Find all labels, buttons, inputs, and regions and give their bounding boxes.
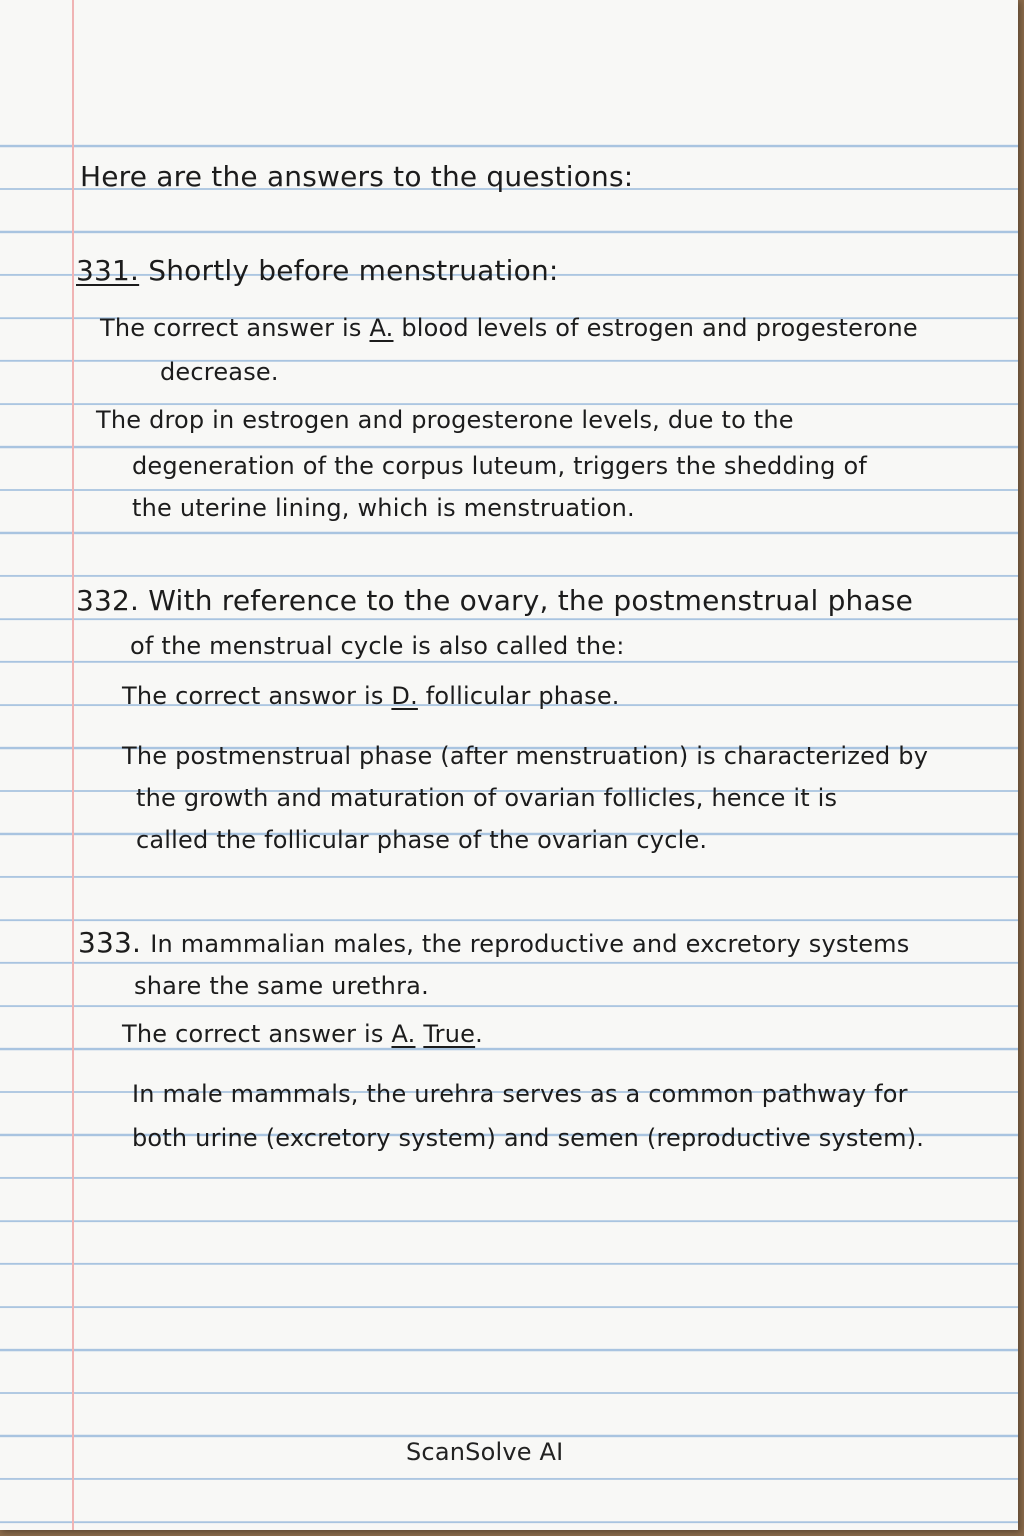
question-number: 331. <box>76 254 140 287</box>
answer-text: follicular phase. <box>425 682 620 710</box>
explanation-331-line-2: degeneration of the corpus luteum, triggers the shedding of <box>132 452 867 480</box>
answer-331 <box>100 314 918 342</box>
answer-suffix: . <box>475 1020 483 1048</box>
question-number: 333. <box>78 926 142 959</box>
question-332-line-2: of the menstrual cycle is also called the: <box>130 632 625 660</box>
question-text: In mammalian males, the reproductive and excretory systems <box>150 930 910 958</box>
answer-331-continuation: decrease. <box>160 358 279 386</box>
question-332-line-1 <box>76 584 913 617</box>
answer-333 <box>122 1020 483 1048</box>
question-331-line-1 <box>76 254 559 287</box>
explanation-332-line-1: The postmenstrual phase (after menstruation) is characterized by <box>122 742 929 770</box>
explanation-333-line-2: both urine (excretory system) and semen (reproductive system). <box>132 1124 925 1152</box>
margin-line <box>72 0 74 1530</box>
intro-heading: Here are the answers to the questions: <box>80 160 634 193</box>
explanation-331-line-1: The drop in estrogen and progesterone levels, due to the <box>96 406 794 434</box>
question-text: Shortly before menstruation: <box>148 254 559 287</box>
explanation-332-line-3: called the follicular phase of the ovarian cycle. <box>136 826 708 854</box>
answer-letter: A. <box>369 314 394 342</box>
explanation-331-line-3: the uterine lining, which is menstruation. <box>132 494 635 522</box>
answer-letter: A. <box>391 1020 416 1048</box>
footer-watermark: ScanSolve AI <box>406 1438 564 1466</box>
answer-letter: D. <box>391 682 418 710</box>
answer-prefix: The correct answer is <box>100 314 362 342</box>
explanation-332-line-2: the growth and maturation of ovarian follicles, hence it is <box>136 784 838 812</box>
question-333-line-1 <box>78 926 909 959</box>
question-number: 332. <box>76 584 140 617</box>
explanation-333-line-1: In male mammals, the urehra serves as a common pathway for <box>132 1080 908 1108</box>
answer-text: blood levels of estrogen and progesterone <box>401 314 918 342</box>
answer-prefix: The correct answor is <box>122 682 384 710</box>
answer-prefix: The correct answer is <box>122 1020 384 1048</box>
answer-332 <box>122 682 620 710</box>
answer-text: True <box>423 1020 476 1048</box>
question-text: With reference to the ovary, the postmenstrual phase <box>148 584 914 617</box>
question-333-line-2: share the same urethra. <box>134 972 429 1000</box>
